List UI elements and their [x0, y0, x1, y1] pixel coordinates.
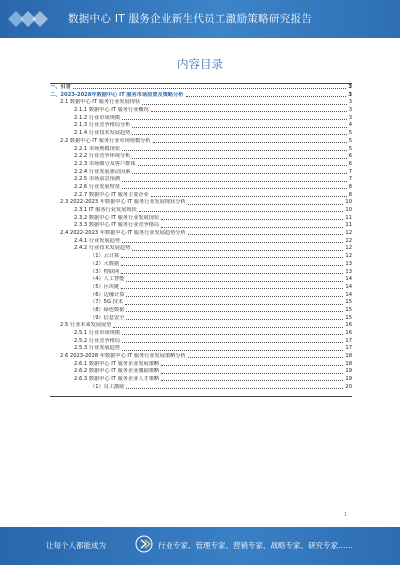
toc-entry[interactable]	[50, 138, 352, 146]
toc-entry-title: 2.6.1 数据中心 IT 服务企业发展策略	[74, 360, 160, 367]
toc-entry-title: 2.1.4 行业技术发展趋势	[74, 130, 131, 137]
footer-banner	[0, 527, 400, 565]
toc-entry-title: 2.4.1 行业发展趋势	[74, 237, 120, 244]
toc-entry-page: 13	[345, 260, 352, 267]
toc-entry[interactable]	[50, 322, 352, 330]
toc-entry-page: 7	[348, 176, 352, 183]
toc-entry-page: 10	[345, 199, 352, 206]
toc-entry[interactable]	[50, 384, 352, 392]
toc-entry-page: 15	[345, 299, 352, 306]
toc-leader-dots	[139, 211, 344, 212]
toc-entry[interactable]	[50, 230, 352, 238]
toc-entry-page: 5	[348, 137, 352, 144]
toc-entry-page: 3	[348, 114, 352, 121]
toc-entry-page: 5	[348, 145, 352, 152]
toc-entry[interactable]	[50, 292, 352, 300]
toc-entry-page: 11	[345, 222, 352, 229]
toc-entry-page: 8	[348, 183, 352, 190]
toc-leader-dots	[122, 181, 347, 182]
toc-leader-dots	[73, 88, 347, 89]
toc-entry[interactable]	[50, 253, 352, 261]
toc-entry[interactable]	[50, 338, 352, 346]
toc-entry-title: （8）绿色数据	[90, 306, 125, 313]
toc-entry-title: （9）信息安全	[90, 314, 125, 321]
toc-entry-title: 2.2.2 行业竞争环境分析	[74, 153, 131, 160]
toc-entry-title: 2.6.3 数据中心 IT 服务企业人才策略	[74, 376, 160, 383]
toc-leader-dots	[153, 142, 347, 143]
toc-entry[interactable]	[50, 130, 352, 138]
toc-entry-title: 2.2 数据中心 IT 服务行业市场规模分析	[60, 137, 151, 144]
toc-leader-dots	[161, 365, 343, 366]
toc-entry[interactable]	[50, 330, 352, 338]
toc-entry-page: 18	[345, 353, 352, 360]
toc-leader-dots	[121, 265, 343, 266]
toc-entry[interactable]	[50, 99, 352, 107]
toc-entry[interactable]	[50, 115, 352, 123]
toc-entry[interactable]	[50, 161, 352, 169]
toc-entry-page: 12	[345, 230, 352, 237]
toc-leader-dots	[125, 304, 343, 305]
toc-entry-title: 2.2.5 市场前景预测	[74, 176, 120, 183]
toc-entry-title: 2.2.6 行业发展壁垒	[74, 183, 120, 190]
toc-entry[interactable]	[50, 122, 352, 130]
toc-entry-title: 2.5.2 行业竞争格局	[74, 337, 120, 344]
toc-leader-dots	[132, 134, 346, 135]
toc-leader-dots	[126, 296, 343, 297]
toc-entry-title: 2.6.2 数据中心 IT 服务企业激励策略	[74, 368, 160, 375]
toc-entry[interactable]	[50, 299, 352, 307]
toc-entry-title: 2.6 2023-2028 年数据中心 IT 服务行业发展策略分析	[60, 353, 186, 360]
report-title: 数据中心 IT 服务企业新生代员工激励策略研究报告	[68, 13, 313, 25]
toc-entry-page: 19	[345, 376, 352, 383]
toc-entry[interactable]	[50, 361, 352, 369]
toc-entry-title: 2.5.1 行业市场规模	[74, 330, 120, 336]
toc-entry[interactable]	[50, 192, 352, 200]
toc-leader-dots	[122, 150, 347, 151]
toc-leader-dots	[161, 373, 343, 374]
toc-heading: 内容目录	[177, 57, 223, 71]
toc-entry-title: 2.1 数据中心 IT 服务行业发展现状	[60, 99, 141, 106]
toc-entry-page: 18	[345, 360, 352, 367]
toc-bottom-rule	[50, 396, 352, 397]
toc-entry-title: 2.2.1 市场规模现状	[74, 145, 120, 152]
toc-leader-dots	[161, 380, 343, 381]
toc-entry[interactable]	[50, 207, 352, 215]
toc-entry-title: 2.5.3 行业发展趋势	[74, 345, 120, 352]
toc-entry-title: 2.3.2 数据中心 IT 服务行业发展现状	[74, 214, 160, 221]
toc-entry-page: 14	[345, 276, 352, 283]
toc-entry-page: 11	[345, 214, 352, 221]
toc-entry-title: 一、引言	[50, 84, 71, 90]
toc-entry[interactable]	[50, 176, 352, 184]
toc-entry-page: 16	[345, 330, 352, 336]
toc-entry-page: 15	[345, 306, 352, 313]
toc-entry-page: 12	[345, 245, 352, 252]
toc-entry-title: （7）5G 技术	[90, 299, 124, 306]
toc-entry[interactable]	[50, 92, 352, 100]
toc-entry[interactable]	[50, 184, 352, 192]
toc-entry-page: 16	[345, 322, 352, 329]
toc-entry-page: 10	[345, 207, 352, 213]
toc-leader-dots	[122, 119, 347, 120]
toc-leader-dots	[142, 104, 347, 105]
toc-leader-dots	[188, 357, 344, 358]
toc-entry-title: 2.3 2022-2023 年数据中心 IT 服务行业发展现状分析	[60, 199, 186, 206]
toc-entry-title: 2.1.2 行业市场规模	[74, 114, 120, 121]
toc-entry-page: 14	[345, 291, 352, 298]
toc-leader-dots	[121, 288, 343, 289]
toc-entry-title: 2.5 行业未来发展展望	[60, 322, 112, 329]
toc-entry[interactable]	[50, 315, 352, 323]
toc-entry-title: 2.3.3 数据中心 IT 服务行业竞争格局	[74, 222, 160, 229]
toc-entry-title: 2.4 2022-2023 年数据中心 IT 服务行业发展趋势分析	[60, 230, 186, 237]
footer-slogan-left: 让每个人都能成为	[46, 541, 106, 550]
toc-entry-page: 3	[348, 91, 352, 98]
toc-leader-dots	[121, 273, 343, 274]
toc-leader-dots	[188, 204, 344, 205]
toc-entry-title: （2）大数据	[90, 260, 120, 267]
toc-entry-page: 4	[348, 122, 352, 129]
toc-leader-dots	[186, 96, 347, 97]
toc-leader-dots	[161, 227, 343, 228]
toc-leader-dots	[132, 250, 343, 251]
toc-leader-dots	[151, 111, 347, 112]
toc-entry-page: 20	[345, 383, 352, 390]
toc-entry-page: 3	[348, 84, 352, 90]
toc-leader-dots	[126, 311, 343, 312]
toc-leader-dots	[126, 388, 343, 389]
toc-entry-page: 13	[345, 268, 352, 275]
toc-entry[interactable]	[50, 169, 352, 177]
footer-slogan-right: 行业专家、管理专家、营销专家、战略专家、研究专家……	[158, 541, 353, 550]
toc-entry-page: 3	[348, 99, 352, 106]
toc-leader-dots	[126, 281, 343, 282]
toc-entry-title: （3）物联网	[90, 268, 120, 275]
toc-entry[interactable]	[50, 199, 352, 207]
toc-entry[interactable]	[50, 245, 352, 253]
toc-entry-title: （5）区块链	[90, 283, 120, 290]
toc-leader-dots	[122, 188, 347, 189]
toc-entry-title: 二、2023-2028年数据中心 IT 服务市场前景及策略分析	[50, 91, 184, 98]
toc-leader-dots	[161, 219, 343, 220]
toc-entry[interactable]	[50, 376, 352, 384]
toc-leader-dots	[121, 257, 343, 258]
toc-leader-dots	[122, 342, 343, 343]
toc-leader-dots	[151, 196, 347, 197]
toc-entry-page: 12	[345, 237, 352, 244]
toc-entry-title: （6）边缘计算	[90, 291, 125, 298]
toc-entry-title: 2.3.1 IT 服务行业发展现状	[74, 207, 137, 213]
toc-entry-page: 12	[345, 253, 352, 260]
toc-entry[interactable]	[50, 368, 352, 376]
toc-entry-title: 2.1.3 行业竞争格局分析	[74, 122, 131, 129]
toc-entry[interactable]	[50, 84, 352, 92]
toc-entry[interactable]	[50, 146, 352, 154]
toc-leader-dots	[132, 173, 346, 174]
toc-entry-title: （1）员工激励	[90, 383, 125, 390]
toc-entry-page: 7	[348, 168, 352, 175]
toc-entry-title: 2.2.7 数据中心 IT 服务主要企业	[74, 191, 149, 198]
report-header-banner	[0, 0, 400, 38]
toc-entry[interactable]	[50, 307, 352, 315]
toc-entry-page: 17	[345, 345, 352, 352]
page-number: 1	[344, 512, 348, 518]
header-logo-icon	[8, 9, 50, 29]
toc-entry-title: 2.2.4 行业发展驱动因素	[74, 168, 131, 175]
toc-leader-dots	[122, 242, 343, 243]
toc-entry[interactable]	[50, 215, 352, 223]
toc-entry-page: 19	[345, 368, 352, 375]
toc-leader-dots	[138, 165, 347, 166]
toc-entry-page: 14	[345, 283, 352, 290]
arrow-right-icon	[135, 535, 153, 553]
toc-entry-page: 6	[348, 160, 352, 167]
toc-leader-dots	[132, 127, 346, 128]
toc-entry[interactable]	[50, 107, 352, 115]
toc-leader-dots	[122, 334, 343, 335]
toc-entry[interactable]	[50, 276, 352, 284]
toc-entry[interactable]	[50, 238, 352, 246]
table-of-contents	[50, 84, 352, 392]
toc-entry-title: 2.1.1 数据中心 IT 服务行业概况	[74, 107, 149, 114]
toc-entry-page: 3	[348, 107, 352, 114]
toc-entry-title: （1）云计算	[90, 253, 120, 260]
toc-entry-title: 2.2.3 市场细分及客户群体	[74, 160, 136, 167]
toc-leader-dots	[188, 234, 344, 235]
toc-entry[interactable]	[50, 353, 352, 361]
toc-leader-dots	[113, 327, 343, 328]
toc-entry[interactable]	[50, 222, 352, 230]
toc-entry-title: 2.4.2 行业技术发展趋势	[74, 245, 131, 252]
toc-entry-page: 6	[348, 153, 352, 160]
toc-entry-page: 8	[348, 191, 352, 198]
toc-entry[interactable]	[50, 153, 352, 161]
toc-entry-page: 5	[348, 130, 352, 137]
toc-entry[interactable]	[50, 345, 352, 353]
toc-entry[interactable]	[50, 261, 352, 269]
toc-entry-page: 15	[345, 314, 352, 321]
toc-leader-dots	[126, 319, 343, 320]
toc-leader-dots	[122, 350, 343, 351]
toc-entry-title: （4）人工智能	[90, 276, 125, 283]
toc-entry[interactable]	[50, 284, 352, 292]
toc-entry-page: 17	[345, 337, 352, 344]
toc-entry[interactable]	[50, 269, 352, 277]
toc-leader-dots	[132, 158, 346, 159]
